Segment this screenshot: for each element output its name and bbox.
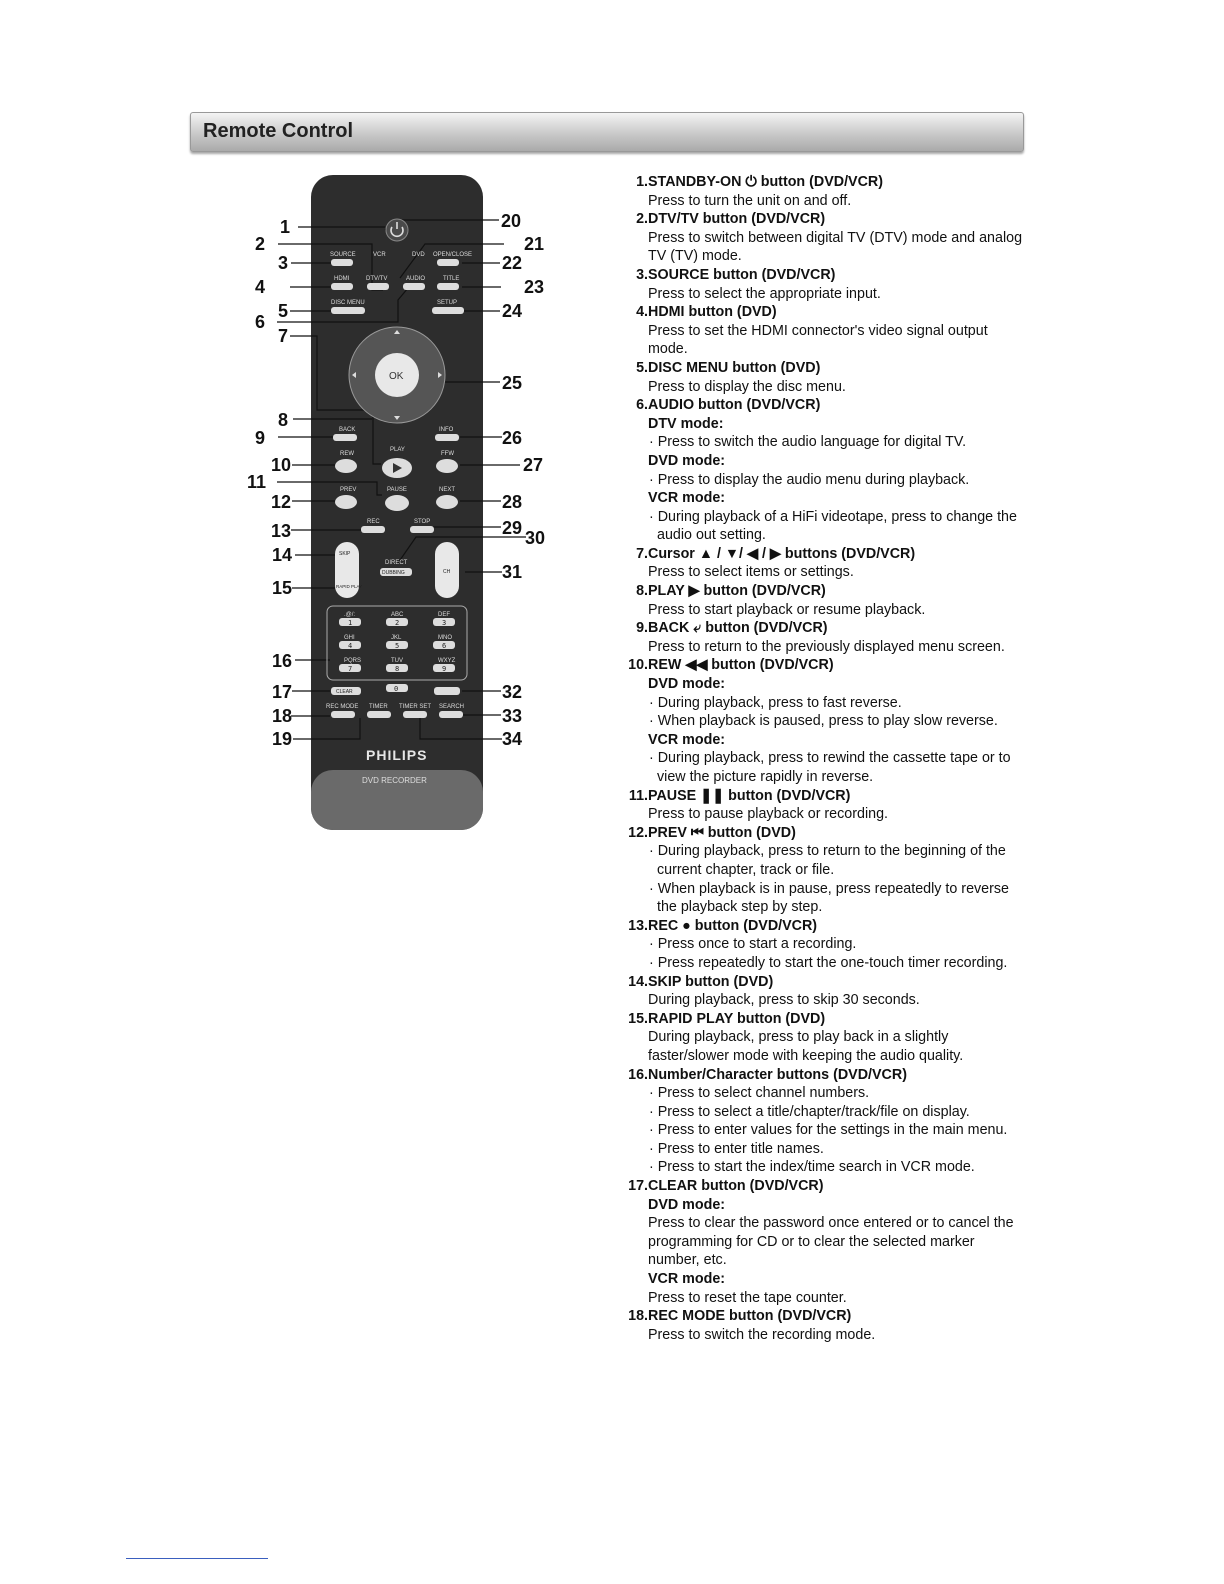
- description-body: [620, 322, 1030, 359]
- clear-label: CLEAR: [336, 689, 353, 695]
- prev-label: PREV: [340, 487, 357, 493]
- source-label: SOURCE: [330, 252, 356, 258]
- brand-logo: PHILIPS: [366, 747, 428, 763]
- mode-heading: VCR mode:: [648, 1271, 726, 1288]
- mode-heading: DTV mode:: [648, 415, 724, 432]
- description-item: [620, 1307, 1030, 1344]
- description-body: [620, 1196, 1030, 1308]
- timer-label: TIMER: [369, 704, 388, 710]
- rec-mode-label: REC MODE: [326, 704, 359, 710]
- bullet-line: · Press to start the index/time search in VCR mode.: [649, 1159, 975, 1176]
- callout-31: 31: [502, 562, 523, 582]
- description-heading: [620, 787, 1030, 806]
- callout-10: 10: [271, 455, 292, 475]
- description-item: [620, 1066, 1030, 1178]
- keypad-sub-8: TUV: [391, 658, 403, 664]
- callout-2: 2: [255, 234, 266, 254]
- description-heading: [620, 173, 1030, 192]
- section-header: [190, 112, 1024, 152]
- hdmi-button: [331, 283, 353, 290]
- vcr-label: VCR: [373, 252, 386, 258]
- back-button: [333, 434, 357, 441]
- item-title: PLAY ▶ button (DVD/VCR): [648, 583, 826, 600]
- description-item: [620, 917, 1030, 973]
- dvd-label: DVD: [412, 252, 425, 258]
- item-number: 4.: [636, 304, 648, 321]
- mode-heading: DVD mode:: [648, 452, 726, 469]
- description-item: [620, 210, 1030, 266]
- open-close-button: [437, 259, 459, 266]
- callout-13: 13: [271, 521, 292, 541]
- description-text: Press to return to the previously displayed menu screen.: [648, 638, 1005, 655]
- keypad-sub-2: ABC: [391, 612, 404, 618]
- description-heading: [620, 1307, 1030, 1326]
- callout-33: 33: [502, 706, 523, 726]
- item-title: DISC MENU button (DVD): [648, 359, 821, 376]
- keypad-digit-7: 7: [348, 665, 353, 673]
- description-text: Press to set the HDMI connector's video signal output mode.: [648, 322, 988, 358]
- description-item: [620, 359, 1030, 396]
- description-text: Press to pause playback or recording.: [648, 806, 888, 823]
- title-label: TITLE: [443, 276, 460, 282]
- description-text: Press to select items or settings.: [648, 564, 854, 581]
- description-heading: [620, 266, 1030, 285]
- button-descriptions: [620, 173, 1030, 1344]
- callout-23: 23: [524, 277, 545, 297]
- description-item: [620, 656, 1030, 786]
- timer-set-button: [403, 711, 427, 718]
- description-text: Press to turn the unit on and off.: [648, 192, 852, 209]
- description-heading: [620, 824, 1030, 843]
- description-item: [620, 303, 1030, 359]
- ffw-label: FFW: [441, 451, 454, 457]
- item-number: 1.: [636, 174, 648, 190]
- rec-button: [361, 526, 385, 533]
- callout-14: 14: [272, 545, 293, 565]
- keypad-digit-3: 3: [442, 619, 447, 627]
- callout-3: 3: [278, 253, 289, 273]
- audio-button: [403, 283, 425, 290]
- description-body: [620, 1326, 1030, 1345]
- pause-label: PAUSE: [387, 487, 407, 493]
- model-label: DVD RECORDER: [362, 776, 427, 785]
- item-number: 17.: [628, 1178, 648, 1195]
- callout-34: 34: [502, 729, 523, 749]
- bullet-line: · When playback is paused, press to play slow reverse.: [649, 713, 998, 730]
- item-title: REW ◀◀ button (DVD/VCR): [648, 657, 834, 674]
- description-item: [620, 266, 1030, 303]
- bullet-line: · Press to select channel numbers.: [649, 1085, 870, 1102]
- description-body: [620, 415, 1030, 545]
- bullet-line: · Press to enter values for the settings in the main menu.: [649, 1122, 1008, 1139]
- bullet-line: · During playback, press to rewind the cassette tape or to view the picture rapidly in reverse.: [649, 750, 1011, 785]
- item-number: 8.: [636, 583, 648, 600]
- search-button: [439, 711, 463, 718]
- disc-menu-label: DISC MENU: [331, 300, 365, 306]
- keypad-sub-7: PQRS: [344, 658, 362, 664]
- bullet-line: · Press to enter title names.: [649, 1140, 824, 1157]
- hdmi-label: HDMI: [334, 276, 350, 282]
- description-text: During playback, press to skip 30 seconds.: [648, 992, 920, 1009]
- description-body: [620, 601, 1030, 620]
- item-number: 18.: [628, 1308, 648, 1325]
- description-body: [620, 842, 1030, 916]
- direct-label: DIRECT: [385, 560, 408, 566]
- item-title: RAPID PLAY button (DVD): [648, 1010, 826, 1027]
- description-text: Press to switch between digital TV (DTV) mode and analog TV (TV) mode.: [648, 229, 1023, 265]
- keypad-digit-6: 6: [442, 642, 447, 650]
- description-item: [620, 173, 1030, 210]
- item-title: CLEAR button (DVD/VCR): [648, 1178, 824, 1195]
- item-number: 11.: [628, 787, 648, 804]
- bullet-line: · Press to display the audio menu during playback.: [649, 471, 970, 488]
- description-item: [620, 787, 1030, 824]
- ffw-button: [436, 459, 458, 473]
- callout-20: 20: [501, 211, 522, 231]
- remote-control-diagram: [240, 170, 560, 830]
- mode-heading: DVD mode:: [648, 676, 726, 693]
- title-button: [437, 283, 459, 290]
- ch-label: CH: [443, 569, 451, 575]
- ok-label: OK: [389, 371, 404, 382]
- description-heading: [620, 396, 1030, 415]
- description-heading: [620, 656, 1030, 675]
- description-item: [620, 582, 1030, 619]
- description-heading: [620, 582, 1030, 601]
- next-label: NEXT: [439, 487, 456, 493]
- callout-18: 18: [272, 706, 293, 726]
- description-heading: [620, 545, 1030, 564]
- item-title: REC ● button (DVD/VCR): [648, 917, 818, 934]
- callout-9: 9: [255, 428, 266, 448]
- mode-heading: DVD mode:: [648, 1196, 726, 1213]
- item-number: 12.: [628, 824, 648, 841]
- timer-set-label: TIMER SET: [399, 704, 432, 710]
- keypad-sub-5: JKL: [391, 635, 402, 641]
- item-title: HDMI button (DVD): [648, 304, 777, 321]
- callout-24: 24: [502, 301, 523, 321]
- cursor-pad: [349, 327, 445, 423]
- callout-5: 5: [278, 301, 289, 321]
- keypad-sub-6: MNO: [438, 635, 452, 641]
- description-heading: [620, 1177, 1030, 1196]
- pause-button: [385, 495, 409, 511]
- callout-15: 15: [272, 578, 293, 598]
- zero-digit: 0: [394, 685, 399, 693]
- item-title: BACK ⤶ button (DVD/VCR): [648, 620, 828, 637]
- description-heading: [620, 973, 1030, 992]
- item-number: 10.: [628, 657, 648, 674]
- description-item: [620, 973, 1030, 1010]
- description-item: [620, 396, 1030, 545]
- setup-button: [432, 307, 464, 314]
- description-body: [620, 192, 1030, 211]
- item-number: 9.: [636, 620, 648, 637]
- audio-label: AUDIO: [406, 276, 426, 282]
- keypad: [339, 612, 456, 673]
- item-number: 5.: [636, 359, 648, 376]
- item-number: 2.: [636, 211, 648, 228]
- description-text: Press to reset the tape counter.: [648, 1289, 847, 1306]
- item-title: STANDBY-ON ⏻ button (DVD/VCR): [648, 174, 884, 190]
- description-body: [620, 1028, 1030, 1065]
- item-title: PREV ⏮ button (DVD): [648, 824, 796, 841]
- disc-menu-button: [331, 307, 365, 314]
- callout-22: 22: [502, 253, 523, 273]
- bullet-line: · When playback is in pause, press repeatedly to reverse the playback step by step.: [649, 880, 1009, 916]
- item-title: AUDIO button (DVD/VCR): [648, 397, 821, 414]
- description-body: [620, 638, 1030, 657]
- keypad-sub-4: GHI: [344, 635, 355, 641]
- description-heading: [620, 619, 1030, 638]
- description-text: Press to display the disc menu.: [648, 378, 846, 395]
- bullet-line: · During playback, press to fast reverse.: [649, 694, 902, 711]
- description-heading: [620, 359, 1030, 378]
- item-number: 3.: [636, 266, 648, 283]
- keypad-sub-3: DEF: [438, 612, 450, 618]
- keypad-sub-9: WXYZ: [438, 658, 456, 664]
- item-title: Cursor ▲ / ▼/ ◀ / ▶ buttons (DVD/VCR): [648, 545, 916, 562]
- description-body: [620, 935, 1030, 972]
- stop-label: STOP: [414, 519, 431, 525]
- description-body: [620, 675, 1030, 787]
- callout-30: 30: [525, 528, 546, 548]
- footer-rule: [126, 1558, 268, 1559]
- callout-12: 12: [271, 492, 292, 512]
- callout-8: 8: [278, 410, 289, 430]
- keypad-digit-9: 9: [442, 665, 447, 673]
- keypad-digit-8: 8: [395, 665, 400, 673]
- keypad-digit-1: 1: [348, 619, 353, 627]
- description-body: [620, 1084, 1030, 1177]
- mode-heading: VCR mode:: [648, 731, 726, 748]
- setup-label: SETUP: [437, 300, 458, 306]
- description-body: [620, 378, 1030, 397]
- bullet-line: · During playback, press to return to the beginning of the current chapter, track or file.: [649, 843, 1006, 878]
- description-heading: [620, 303, 1030, 322]
- keypad-digit-2: 2: [395, 619, 400, 627]
- item-number: 6.: [636, 397, 648, 414]
- description-text: Press to start playback or resume playback.: [648, 601, 926, 618]
- description-body: [620, 285, 1030, 304]
- source-button: [331, 259, 353, 266]
- bullet-line: · During playback of a HiFi videotape, press to change the audio out setting.: [649, 508, 1017, 544]
- description-item: [620, 1010, 1030, 1066]
- callout-32: 32: [502, 682, 523, 702]
- rec-label: REC: [367, 519, 380, 525]
- search-label: SEARCH: [439, 704, 465, 710]
- rew-button: [335, 459, 357, 473]
- bullet-line: · Press to switch the audio language for digital TV.: [649, 434, 967, 451]
- dtv-tv-button: [367, 283, 389, 290]
- callout-6: 6: [255, 312, 266, 332]
- callout-4: 4: [255, 277, 266, 297]
- callout-19: 19: [272, 729, 293, 749]
- item-number: 14.: [628, 973, 648, 990]
- rec-mode-button: [331, 711, 355, 718]
- open-close-label: OPEN/CLOSE: [433, 252, 473, 258]
- dtv-tv-label: DTV/TV: [366, 276, 388, 282]
- item-number: 7.: [636, 545, 648, 562]
- bullet-line: · Press repeatedly to start the one-touch timer recording.: [649, 954, 1008, 971]
- mode-heading: VCR mode:: [648, 490, 726, 507]
- item-title: SOURCE button (DVD/VCR): [648, 266, 836, 283]
- prev-button: [335, 495, 357, 509]
- description-body: [620, 991, 1030, 1010]
- callout-25: 25: [502, 373, 523, 393]
- rew-label: REW: [340, 451, 354, 457]
- item-title: Number/Character buttons (DVD/VCR): [648, 1066, 907, 1083]
- description-item: [620, 1177, 1030, 1307]
- description-body: [620, 229, 1030, 266]
- section-title: Remote Control: [203, 120, 353, 142]
- skip-label: SKIP: [339, 551, 351, 557]
- standby-on-button: [386, 219, 408, 241]
- description-heading: [620, 1066, 1030, 1085]
- play-label: PLAY: [390, 447, 405, 453]
- dubbing-label: DUBBING: [382, 570, 405, 576]
- callout-28: 28: [502, 492, 523, 512]
- keypad-sub-1: .@/:: [344, 612, 356, 618]
- bullet-line: · Press once to start a recording.: [649, 936, 857, 953]
- timer-button: [367, 711, 391, 718]
- description-text: Press to select the appropriate input.: [648, 285, 881, 302]
- item-title: PAUSE ❚❚ button (DVD/VCR): [648, 787, 851, 804]
- description-text: During playback, press to play back in a slightly faster/slower mode with keeping the audio quality.: [648, 1029, 964, 1064]
- item-title: SKIP button (DVD): [648, 973, 774, 990]
- callout-17: 17: [272, 682, 293, 702]
- description-heading: [620, 917, 1030, 936]
- callout-26: 26: [502, 428, 523, 448]
- rapid-play-label: RAPID PLAY: [336, 584, 363, 589]
- callout-27: 27: [523, 455, 544, 475]
- description-body: [620, 563, 1030, 582]
- item-title: DTV/TV button (DVD/VCR): [648, 211, 826, 228]
- stop-button: [410, 526, 434, 533]
- back-label: BACK: [339, 427, 356, 433]
- callout-7: 7: [278, 326, 289, 346]
- item-title: REC MODE button (DVD/VCR): [648, 1308, 852, 1325]
- description-item: [620, 824, 1030, 917]
- item-number: 16.: [628, 1066, 648, 1083]
- dot-button: [434, 687, 460, 695]
- callout-1: 1: [280, 217, 291, 237]
- description-text: Press to switch the recording mode.: [648, 1326, 876, 1343]
- callout-29: 29: [502, 518, 523, 538]
- keypad-digit-5: 5: [395, 642, 400, 650]
- item-number: 13.: [628, 917, 648, 934]
- keypad-digit-4: 4: [348, 642, 353, 650]
- info-label: INFO: [439, 427, 454, 433]
- description-item: [620, 545, 1030, 582]
- description-item: [620, 619, 1030, 656]
- bullet-line: · Press to select a title/chapter/track/file on display.: [649, 1103, 970, 1120]
- item-number: 15.: [628, 1010, 648, 1027]
- callout-21: 21: [524, 234, 545, 254]
- callout-11: 11: [247, 472, 267, 492]
- description-text: Press to clear the password once entered or to cancel the programming for CD or to clear the selected marker number, etc.: [648, 1215, 1014, 1269]
- description-heading: [620, 210, 1030, 229]
- next-button: [436, 495, 458, 509]
- description-body: [620, 805, 1030, 824]
- info-button: [435, 434, 459, 441]
- callout-16: 16: [272, 651, 293, 671]
- description-heading: [620, 1010, 1030, 1029]
